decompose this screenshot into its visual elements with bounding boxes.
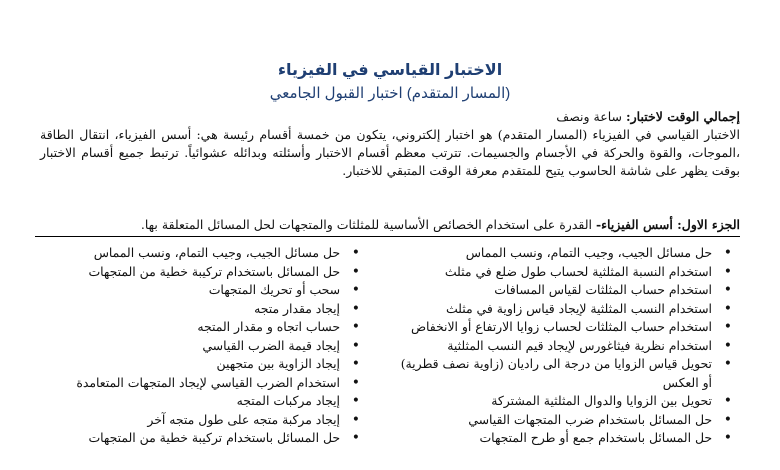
list-item: • حل المسائل باستخدام ضرب المتجهات القياسي (392, 411, 732, 430)
list-item: • حل المسائل باستخدام جمع أو طرح المتجهات (392, 429, 732, 448)
page-subtitle: (المسار المتقدم) اختبار القبول الجامعي (269, 85, 511, 102)
section-text: القدرة على استخدام الخصائص الأساسية للمثلثات والمتجهات لحل المسائل المتعلقة بها. (140, 217, 596, 232)
list-item: • تحويل بين الزوايا والدوال المثلثية المشتركة (392, 392, 732, 411)
list-item: • استخدام حساب المثلثات لقياس المسافات (392, 281, 732, 300)
list-item: • إيجاد مركبات المتجه (30, 392, 360, 411)
list-item: • استخدام حساب المثلثات لحساب زوايا الارتفاع أو الانخفاض (392, 318, 732, 337)
test-description: الاختبار القياسي في الفيزياء (المسار المتقدم) هو اختبار إلكتروني، يتكون من خمسة أقسام رئيسة هي: أسس الفيزياء، انتقال الطاقة ،الموجات، والقوة والحركة في الأجسام والجسيمات. تترتب معظم أقسام الاختبار وأسئلته وبدائله عشوائياً. ترتبط جميع أقسام الاختبار بوقت يظهر على شاشة الحاسوب يتيح للمتقدم معرفة الوقت المتبقي للاختبار. (40, 127, 740, 178)
list-item: • حل مسائل الجيب، وجيب التمام، ونسب المماس (30, 244, 360, 263)
list-item: • استخدام الضرب القياسي لإيجاد المتجهات المتعامدة (30, 374, 360, 393)
list-item: • تحويل قياس الزوايا من درجة الى راديان (زاوية نصف قطرية) أو العكس (392, 355, 732, 392)
list-item: • استخدام النسبة المثلثية لحساب طول ضلع في مثلث (392, 263, 732, 282)
skills-list-right (392, 244, 732, 448)
list-item: • استخدام نظرية فيثاغورس لإيجاد قيم النسب المثلثية (392, 337, 732, 356)
total-time-label: إجمالي الوقت لاختبار: (625, 109, 740, 124)
list-item: • إيجاد مركبة متجه على طول متجه آخر (30, 411, 360, 430)
section-label: الجزء الاول: أسس الفيزياء- (595, 217, 740, 232)
list-item: • حل المسائل باستخدام تركيبة خطية من المتجهات (30, 429, 360, 448)
page-title: الاختبار القياسي في الفيزياء (277, 62, 503, 79)
list-item: • إيجاد مقدار متجه (30, 300, 360, 319)
skills-list-left (30, 244, 360, 448)
list-item: • حل مسائل الجيب، وجيب التمام، ونسب المماس (392, 244, 732, 263)
list-item: • استخدام النسب المثلثية لإيجاد قياس زاوية في مثلث (392, 300, 732, 319)
list-item: • سحب أو تحريك المتجهات (30, 281, 360, 300)
list-item: • حساب اتجاه و مقدار المتجه (30, 318, 360, 337)
section-heading (35, 217, 740, 237)
list-item: • إيجاد الزاوية بين متجهين (30, 355, 360, 374)
total-time-value: ساعة ونصف (556, 109, 622, 124)
total-time (556, 109, 740, 124)
list-item: • إيجاد قيمة الضرب القياسي (30, 337, 360, 356)
list-item: • حل المسائل باستخدام تركيبة خطية من المتجهات (30, 263, 360, 282)
